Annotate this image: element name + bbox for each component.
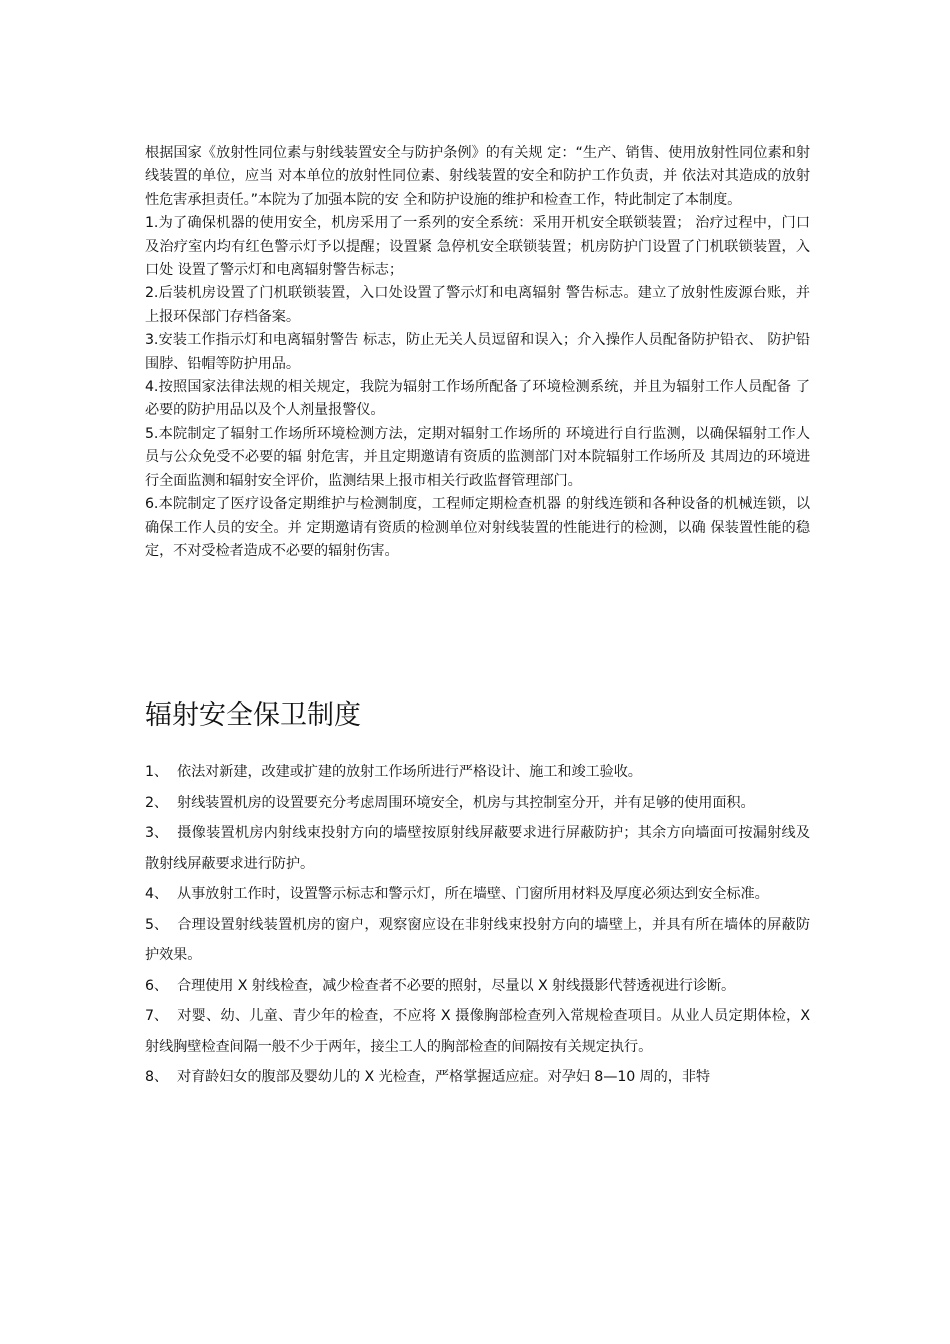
list-item xyxy=(145,879,810,910)
item-number: 7、 xyxy=(145,1008,169,1024)
item-text: 依法对新建，改建或扩建的放射工作场所进行严格设计、施工和竣工验收。 xyxy=(177,764,642,780)
item-text: 合理设置射线装置机房的窗户，观察窗应设在非射线束投射方向的墙壁上，并具有所在墙体的屏蔽防护效果。 xyxy=(145,916,810,963)
item-text: 对育龄妇女的腹部及婴幼儿的 X 光检查，严格掌握适应症。对孕妇 8—10 周的，非特 xyxy=(177,1069,711,1085)
item-number: 6、 xyxy=(145,977,169,994)
list-item xyxy=(145,818,810,879)
item-text: 对婴、幼、儿童、青少年的检查，不应将 X 摄像胸部检查列入常规检查项目。从业人员定期体检，X 射线胸壁检查间隔一般不少于两年，接尘工人的胸部检查的间隔按有关规定执行。 xyxy=(145,1008,810,1055)
section-heading: 辐射安全保卫制度 xyxy=(145,700,361,731)
item-text: 摄像装置机房内射线束投射方向的墙壁按原射线屏蔽要求进行屏蔽防护；其余方向墙面可按漏射线及散射线屏蔽要求进行防护。 xyxy=(145,825,810,872)
intro-paragraph: 根据国家《放射性同位素与射线装置安全与防护条例》的有关规 定：“生产、销售、使用放射性同位素和射线装置的单位，应当 对本单位的放射性同位素、射线装置的安全和防护工作负责，并 依法对其造成的放射性危害承担责任。”本院为了加强本院的安 全和防护设施的维护和检查工作，特此制定了本制度。 xyxy=(145,145,810,208)
regulation-body xyxy=(145,142,810,563)
list-item xyxy=(145,1001,810,1062)
rule-item: 5.本院制定了辐射工作场所环境检测方法，定期对辐射工作场所的 环境进行自行监测，以确保辐射工作人员与公众免受不必要的辐 射危害，并且定期邀请有资质的监测部门对本院辐射工作场所及 其周边的环境进行全面监测和辐射安全评价，监测结果上报市相关行政监督管理部门。 xyxy=(145,425,810,489)
list-item xyxy=(145,971,810,1002)
rule-item: 3.安装工作指示灯和电离辐射警告 标志，防止无关人员逗留和误入；介入操作人员配备防护铅衣、 防护铅围脖、铅帽等防护用品。 xyxy=(145,332,810,372)
rule-item: 4.按照国家法律法规的相关规定，我院为辐射工作场所配备了环境检测系统，并且为辐射工作人员配备 了必要的防护用品以及个人剂量报警仪。 xyxy=(145,379,810,419)
rule-item: 2.后装机房设置了门机联锁装置，入口处设置了警示灯和电离辐射 警告标志。建立了放射性废源台账，并上报环保部门存档备案。 xyxy=(145,285,810,325)
item-number: 4、 xyxy=(145,886,169,902)
item-text: 从事放射工作时，设置警示标志和警示灯，所在墙壁、门窗所用材料及厚度必须达到安全标准。 xyxy=(177,886,769,902)
list-item xyxy=(145,757,810,788)
rule-item: 6.本院制定了医疗设备定期维护与检测制度，工程师定期检查机器 的射线连锁和各种设备的机械连锁，以确保工作人员的安全。并 定期邀请有资质的检测单位对射线装置的性能进行的检测，以确 保装置性能的稳定，不对受检者造成不必要的辐射伤害。 xyxy=(145,496,810,559)
item-number: 2、 xyxy=(145,794,169,811)
item-text: 合理使用 X 射线检查，减少检查者不必要的照射，尽量以 X 射线摄影代替透视进行诊断。 xyxy=(177,977,736,994)
item-number: 5、 xyxy=(145,916,169,933)
item-number: 8、 xyxy=(145,1069,169,1085)
list-item xyxy=(145,1062,810,1093)
list-item xyxy=(145,788,810,819)
rule-item: 1.为了确保机器的使用安全，机房采用了一系列的安全系统：采用开机安全联锁装置； 治疗过程中，门口及治疗室内均有红色警示灯予以提醒；设置紧 急停机安全联锁装置；机房防护门设置了门机联锁装置，入口处 设置了警示灯和电离辐射警告标志； xyxy=(145,215,810,279)
item-number: 1、 xyxy=(145,764,169,780)
security-rules-list xyxy=(145,757,810,1093)
list-item xyxy=(145,910,810,971)
item-text: 射线装置机房的设置要充分考虑周围环境安全，机房与其控制室分开，并有足够的使用面积。 xyxy=(177,794,755,811)
item-number: 3、 xyxy=(145,825,169,841)
